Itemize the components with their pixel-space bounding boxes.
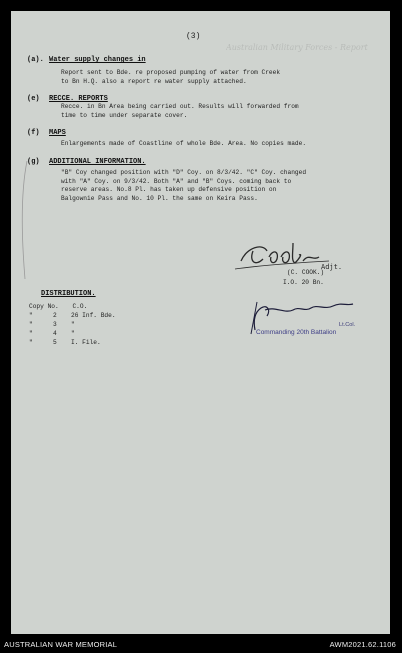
distribution-col-copy: Copy No. — [29, 303, 59, 310]
svg-text:Australian Military Forces - R: Australian Military Forces - Report — [226, 43, 368, 52]
section-f-body: Enlargements made of Coastline of whole Bde. Area. No copies made. — [61, 140, 307, 147]
faded-letterhead — [226, 38, 376, 56]
section-f-letter: (f) — [27, 129, 40, 137]
margin-pencil-mark — [17, 161, 31, 281]
distribution-row: " 5 I. File. — [29, 339, 101, 346]
distribution-row: " 2 26 Inf. Bde. — [29, 312, 116, 319]
stamp-rank: Lt.Col. — [339, 322, 356, 328]
signatory-name: (C. COOK.) — [287, 269, 325, 276]
section-a-body: Report sent to Bde. re proposed pumping of water from Creek to Bn H.Q. also a report re water supply attached. — [61, 69, 281, 85]
section-e-body: Recce. in Bn Area being carried out. Results will forwarded from time to time under separate cover. — [61, 103, 299, 119]
archive-reference: AWM2021.62.1106 — [329, 640, 396, 649]
svg-text:Adjt.: Adjt. — [321, 263, 343, 271]
section-e-heading: RECCE. REPORTS — [49, 95, 108, 103]
distribution-col-to: C.O. — [72, 303, 88, 310]
section-g-body: "B" Coy changed position with "D" Coy. on 8/3/42. "C" Coy. changed with "A" Coy. on 9/3/42. Both "A" and "B" Coys. coming back to reserve areas. No.8 Pl. has taken up defensive position on Balgownie Pass and No. 10 Pl. the same on Keira Pass. — [61, 169, 307, 202]
page-number: (3) — [186, 32, 201, 41]
archive-credit: AUSTRALIAN WAR MEMORIAL — [4, 640, 118, 649]
distribution-row: " 4 " — [29, 330, 75, 337]
section-e-letter: (e) — [27, 95, 40, 103]
section-g-letter: (g) — [27, 158, 40, 166]
distribution-header-row — [29, 303, 87, 310]
distribution-heading: DISTRIBUTION. — [41, 290, 96, 298]
section-f-heading: MAPS — [49, 129, 66, 137]
section-a-letter: (a). — [27, 56, 44, 64]
document-page — [11, 11, 390, 634]
command-stamp: Commanding 20th Battalion — [256, 329, 337, 336]
signatory-office: I.O. 20 Bn. — [283, 279, 324, 286]
section-g-heading: ADDITIONAL INFORMATION. — [49, 158, 146, 166]
section-a-heading: Water supply changes in — [49, 56, 146, 64]
distribution-row: " 3 " — [29, 321, 75, 328]
